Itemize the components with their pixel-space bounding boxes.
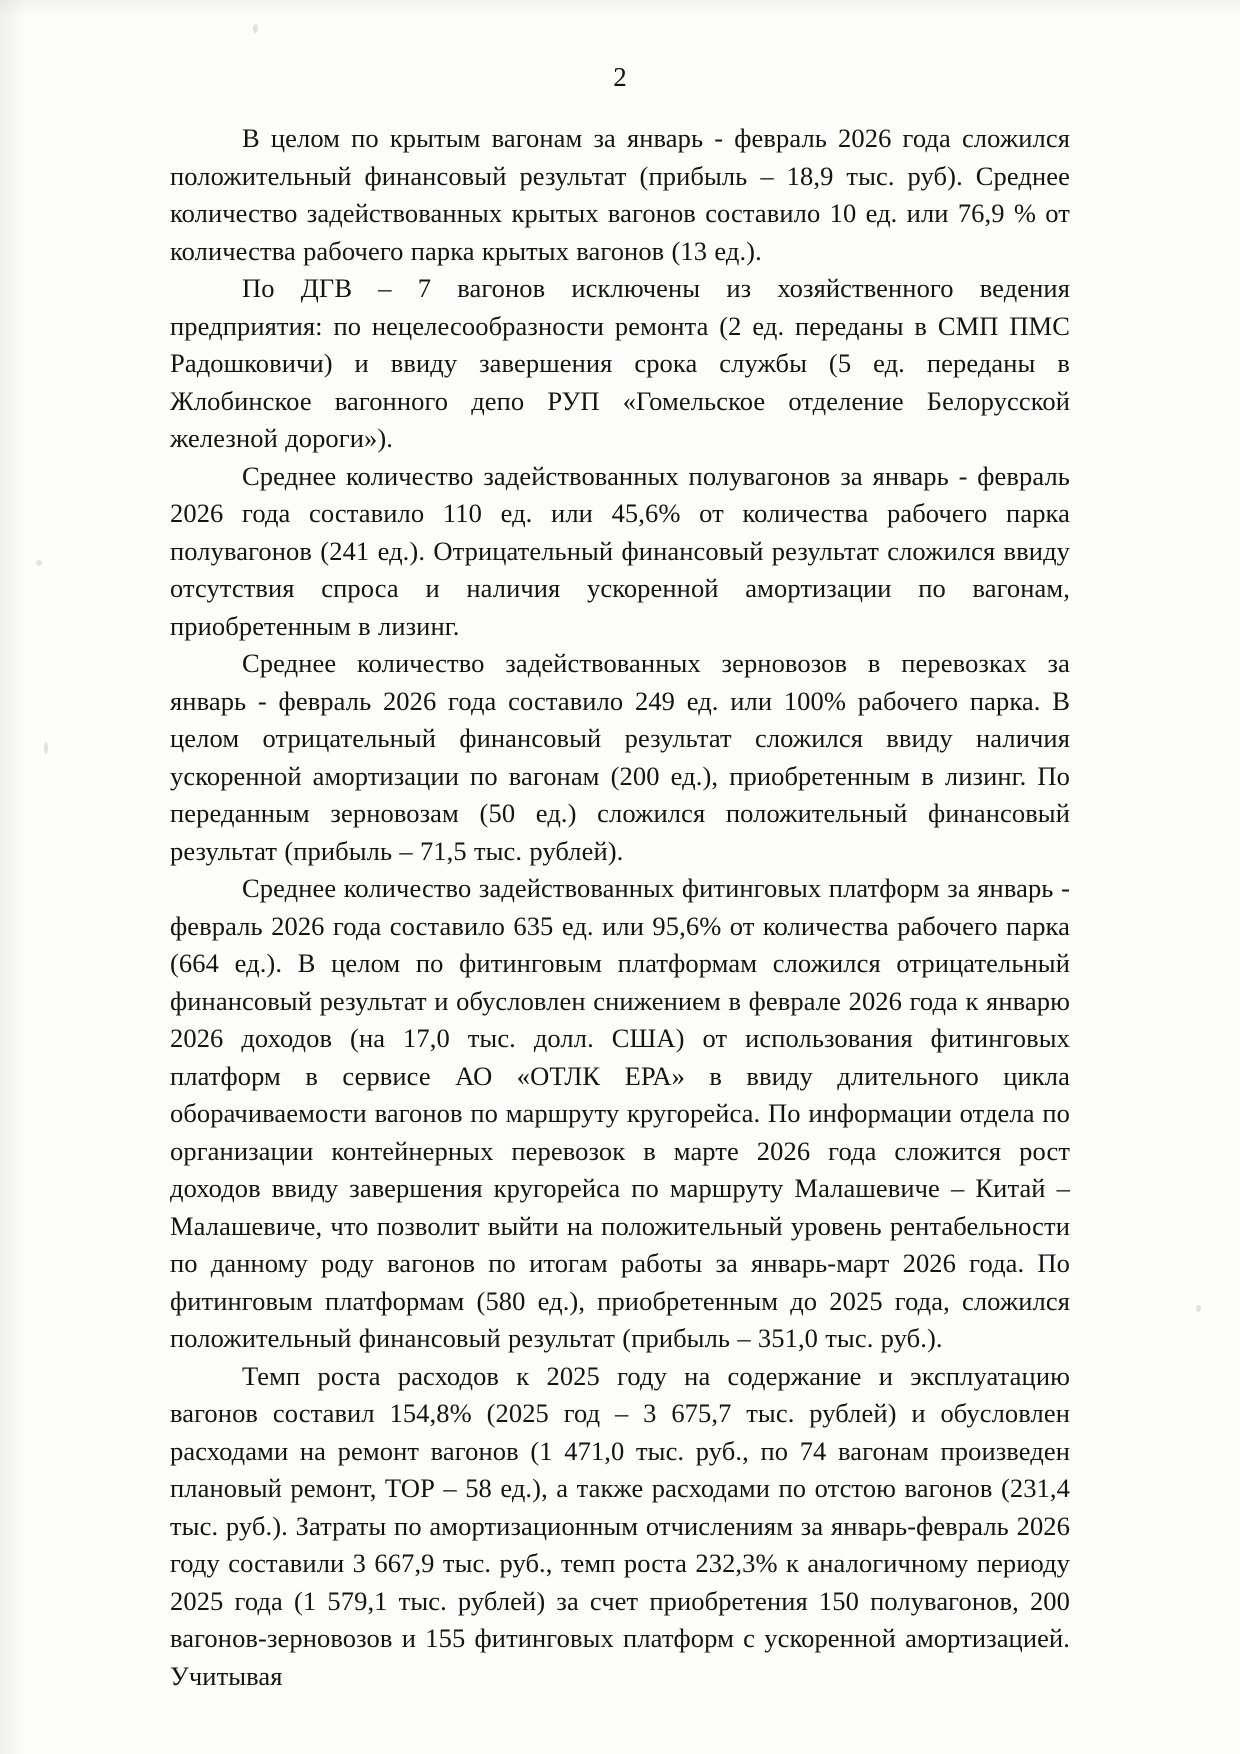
paragraph: Среднее количество задействованных фитинговых платформ за январь - февраль 2026 года составило 635 ед. или 95,6% от количества рабочего парка (664 ед.). В целом по фитинговым платформам сложился отрицательный финансовый результат и обусловлен снижением в феврале 2026 года к январю 2026 доходов (на 17,0 тыс. долл. США) от использования фитинговых платформ в сервисе АО «ОТЛК ЕРА» в ввиду длительного цикла оборачиваемости вагонов по маршруту кругорейса. По информации отдела по организации контейнерных перевозок в марте 2026 года сложится рост доходов ввиду завершения кругорейса по маршруту Малашевиче – Китай – Малашевиче, что позволит выйти на положительный уровень рентабельности по данному роду вагонов по итогам работы за январь-март 2026 года. По фитинговым платформам (580 ед.), приобретенным до 2025 года, сложился положительный финансовый результат (прибыль – 351,0 тыс. руб.). [170,873,1070,1353]
scan-speck [1196,1305,1201,1312]
paragraph: Темп роста расходов к 2025 году на содержание и эксплуатацию вагонов составил 154,8% (2025 год – 3 675,7 тыс. рублей) и обусловлен расходами на ремонт вагонов (1 471,0 тыс. руб., по 74 вагонам произведен плановый ремонт, ТОР – 58 ед.), а также расходами по отстою вагонов (231,4 тыс. руб.). Затраты по амортизационным отчислениям за январь-февраль 2026 году составили 3 667,9 тыс. руб., темп роста 232,3% к аналогичному периоду 2025 года (1 579,1 тыс. рублей) за счет приобретения 150 полувагонов, 200 вагонов-зерновозов и 155 фитинговых платформ с ускоренной амортизацией. Учитывая [170,1360,1070,1691]
paragraph: Среднее количество задействованных зерновозов в перевозках за январь - февраль 2026 года составило 249 ед. или 100% рабочего парка. В целом отрицательный финансовый результат сложился ввиду наличия ускоренной амортизации по вагонам (200 ед.), приобретенным в лизинг. По переданным зерновозам (50 ед.) сложился положительный финансовый результат (прибыль – 71,5 тыс. рублей). [170,648,1070,866]
paragraph: По ДГВ – 7 вагонов исключены из хозяйственного ведения предприятия: по нецелесообразности ремонта (2 ед. переданы в СМП ПМС Радошковичи) и ввиду завершения срока службы (5 ед. переданы в Жлобинское вагонного депо РУП «Гомельское отделение Белорусской железной дороги»). [170,273,1070,453]
paragraph: Среднее количество задействованных полувагонов за январь - февраль 2026 года составило 110 ед. или 45,6% от количества рабочего парка полувагонов (241 ед.). Отрицательный финансовый результат сложился ввиду отсутствия спроса и наличия ускоренной амортизации по вагонам, приобретенным в лизинг. [170,460,1070,641]
scan-speck [36,560,42,566]
document-body [170,120,1070,1695]
page-edge-shadow [0,0,26,1754]
scan-speck [253,24,258,33]
page-number: 2 [613,62,627,92]
scan-speck [44,742,48,754]
page-top-shadow [0,0,1240,18]
paragraph: В целом по крытым вагонам за январь - февраль 2026 года сложился положительный финансовый результат (прибыль – 18,9 тыс. руб). Среднее количество задействованных крытых вагонов составило 10 ед. или 76,9 % от количества рабочего парка крытых вагонов (13 ед.). [170,123,1070,266]
